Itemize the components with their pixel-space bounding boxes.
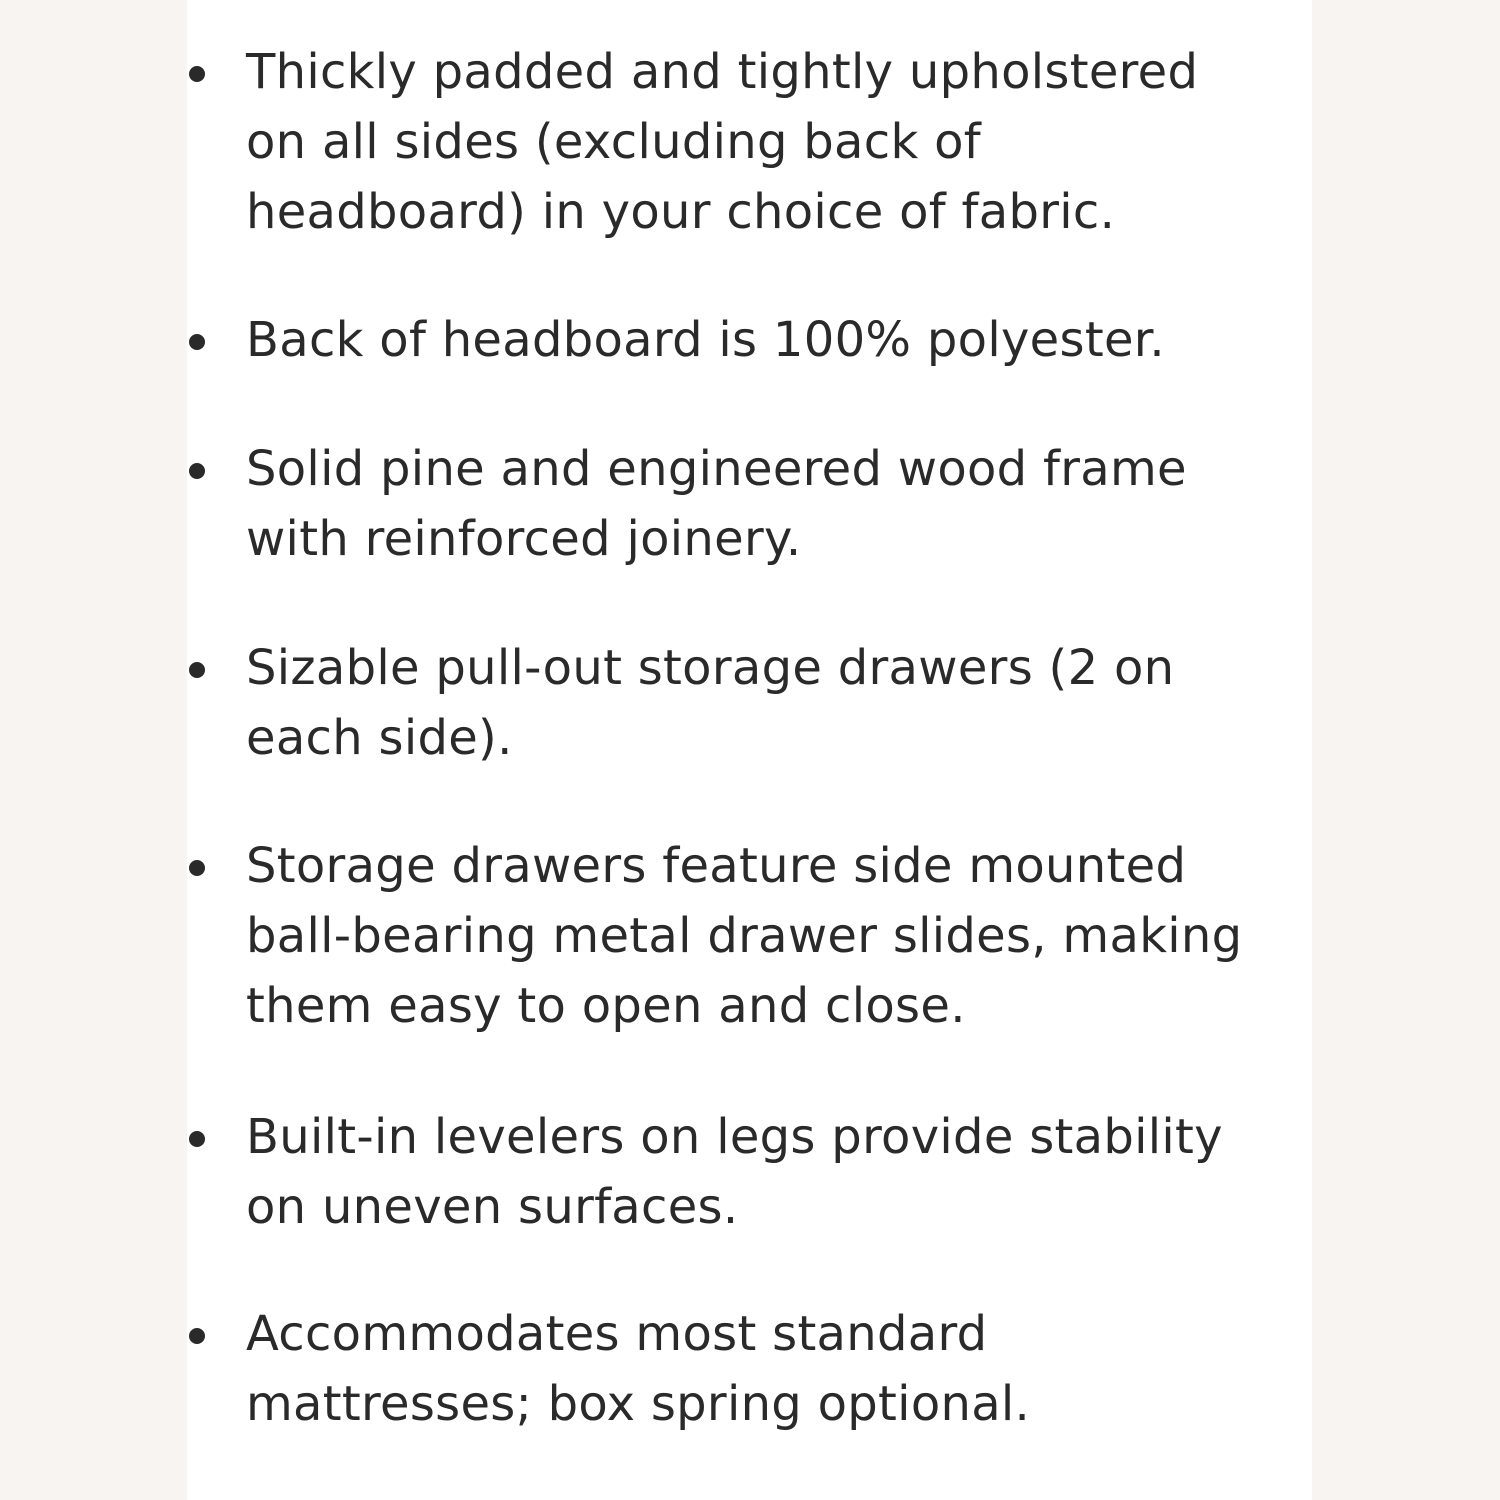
feature-text: Back of headboard is 100% polyester. <box>246 312 1165 368</box>
feature-text: Solid pine and engineered wood frame with reinforced joinery. <box>246 441 1187 567</box>
bullet-icon <box>189 662 205 678</box>
feature-text: Thickly padded and tightly upholstered on all sides (excluding back of headboard) in your choice of fabric. <box>246 44 1199 240</box>
product-details-panel <box>187 0 1312 1500</box>
bullet-icon <box>189 334 205 350</box>
bullet-icon <box>189 1131 205 1147</box>
feature-text: Storage drawers feature side mounted ball-bearing metal drawer slides, making them easy to open and close. <box>246 838 1243 1034</box>
feature-text: Sizable pull-out storage drawers (2 on each side). <box>246 640 1175 766</box>
bullet-icon <box>189 860 205 876</box>
feature-text: Built-in levelers on legs provide stability on uneven surfaces. <box>246 1109 1223 1235</box>
feature-text: Accommodates most standard mattresses; box spring optional. <box>246 1306 1031 1432</box>
bullet-icon <box>189 463 205 479</box>
bullet-icon <box>189 66 205 82</box>
bullet-icon <box>189 1328 205 1344</box>
